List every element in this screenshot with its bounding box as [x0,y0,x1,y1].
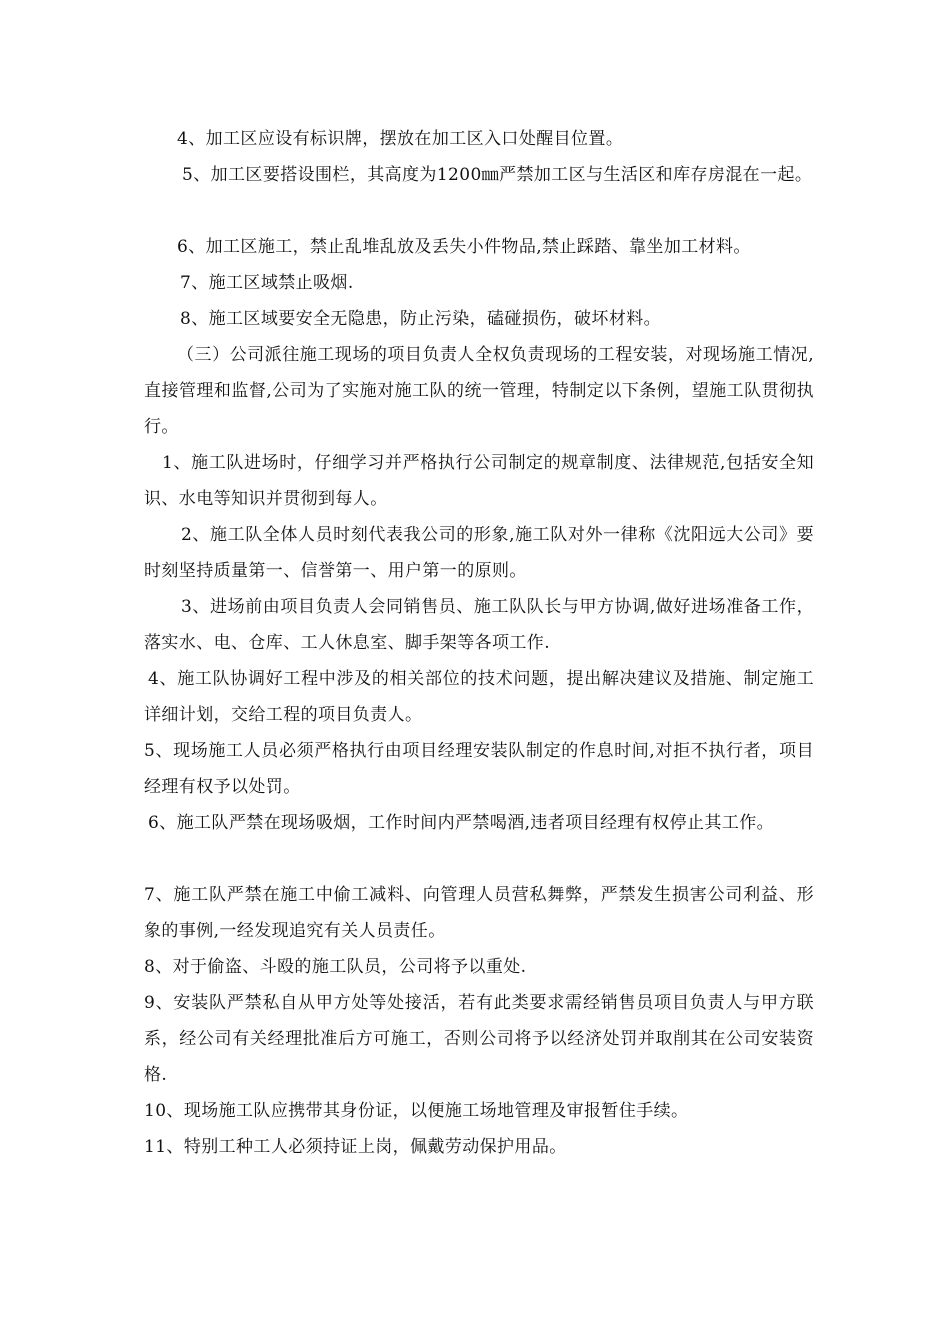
paragraph: 5、现场施工人员必须严格执行由项目经理安装队制定的作息时间,对拒不执行者，项目经理有权予以处罚。 [144,741,814,797]
paragraph: 8、对于偷盗、斗殴的施工队员，公司将予以重处. [144,957,527,977]
paragraph: 6、加工区施工，禁止乱堆乱放及丢失小件物品,禁止踩踏、靠坐加工材料。 [177,237,751,257]
paragraph: 6、施工队严禁在现场吸烟，工作时间内严禁喝酒,违者项目经理有权停止其工作。 [148,813,775,833]
paragraph: 10、现场施工队应携带其身份证，以便施工场地管理及审报暂住手续。 [144,1101,689,1121]
paragraph: 11、特别工种工人必须持证上岗，佩戴劳动保护用品。 [144,1137,567,1157]
paragraph: 1、施工队进场时，仔细学习并严格执行公司制定的规章制度、法律规范,包括安全知识、水电等知识并贯彻到每人。 [144,453,814,509]
paragraph: 5、加工区要搭设围栏，其高度为1200㎜严禁加工区与生活区和库存房混在一起。 [182,165,813,185]
paragraph: 4、施工队协调好工程中涉及的相关部位的技术问题，提出解决建议及措施、制定施工详细计划，交给工程的项目负责人。 [144,669,814,725]
paragraph: 8、施工区域要安全无隐患，防止污染，磕碰损伤，破坏材料。 [180,309,662,329]
paragraph: （三）公司派往施工现场的项目负责人全权负责现场的工程安装，对现场施工情况,直接管理和监督,公司为了实施对施工队的统一管理，特制定以下条例，望施工队贯彻执行。 [144,345,814,437]
paragraph: 7、施工区域禁止吸烟. [180,273,354,293]
paragraph: 9、安装队严禁私自从甲方处等处接活，若有此类要求需经销售员项目负责人与甲方联系，经公司有关经理批准后方可施工，否则公司将予以经济处罚并取削其在公司安装资格. [144,993,814,1085]
paragraph: 7、施工队严禁在施工中偷工减料、向管理人员营私舞弊，严禁发生损害公司利益、形象的事例,一经发现追究有关人员责任。 [144,885,814,941]
paragraph: 3、进场前由项目负责人会同销售员、施工队队长与甲方协调,做好进场准备工作，落实水、电、仓库、工人休息室、脚手架等各项工作. [144,597,814,653]
paragraph: 2、施工队全体人员时刻代表我公司的形象,施工队对外一律称《沈阳远大公司》要时刻坚持质量第一、信誉第一、用户第一的原则。 [144,525,814,581]
paragraph: 4、加工区应设有标识牌，摆放在加工区入口处醒目位置。 [177,129,624,149]
